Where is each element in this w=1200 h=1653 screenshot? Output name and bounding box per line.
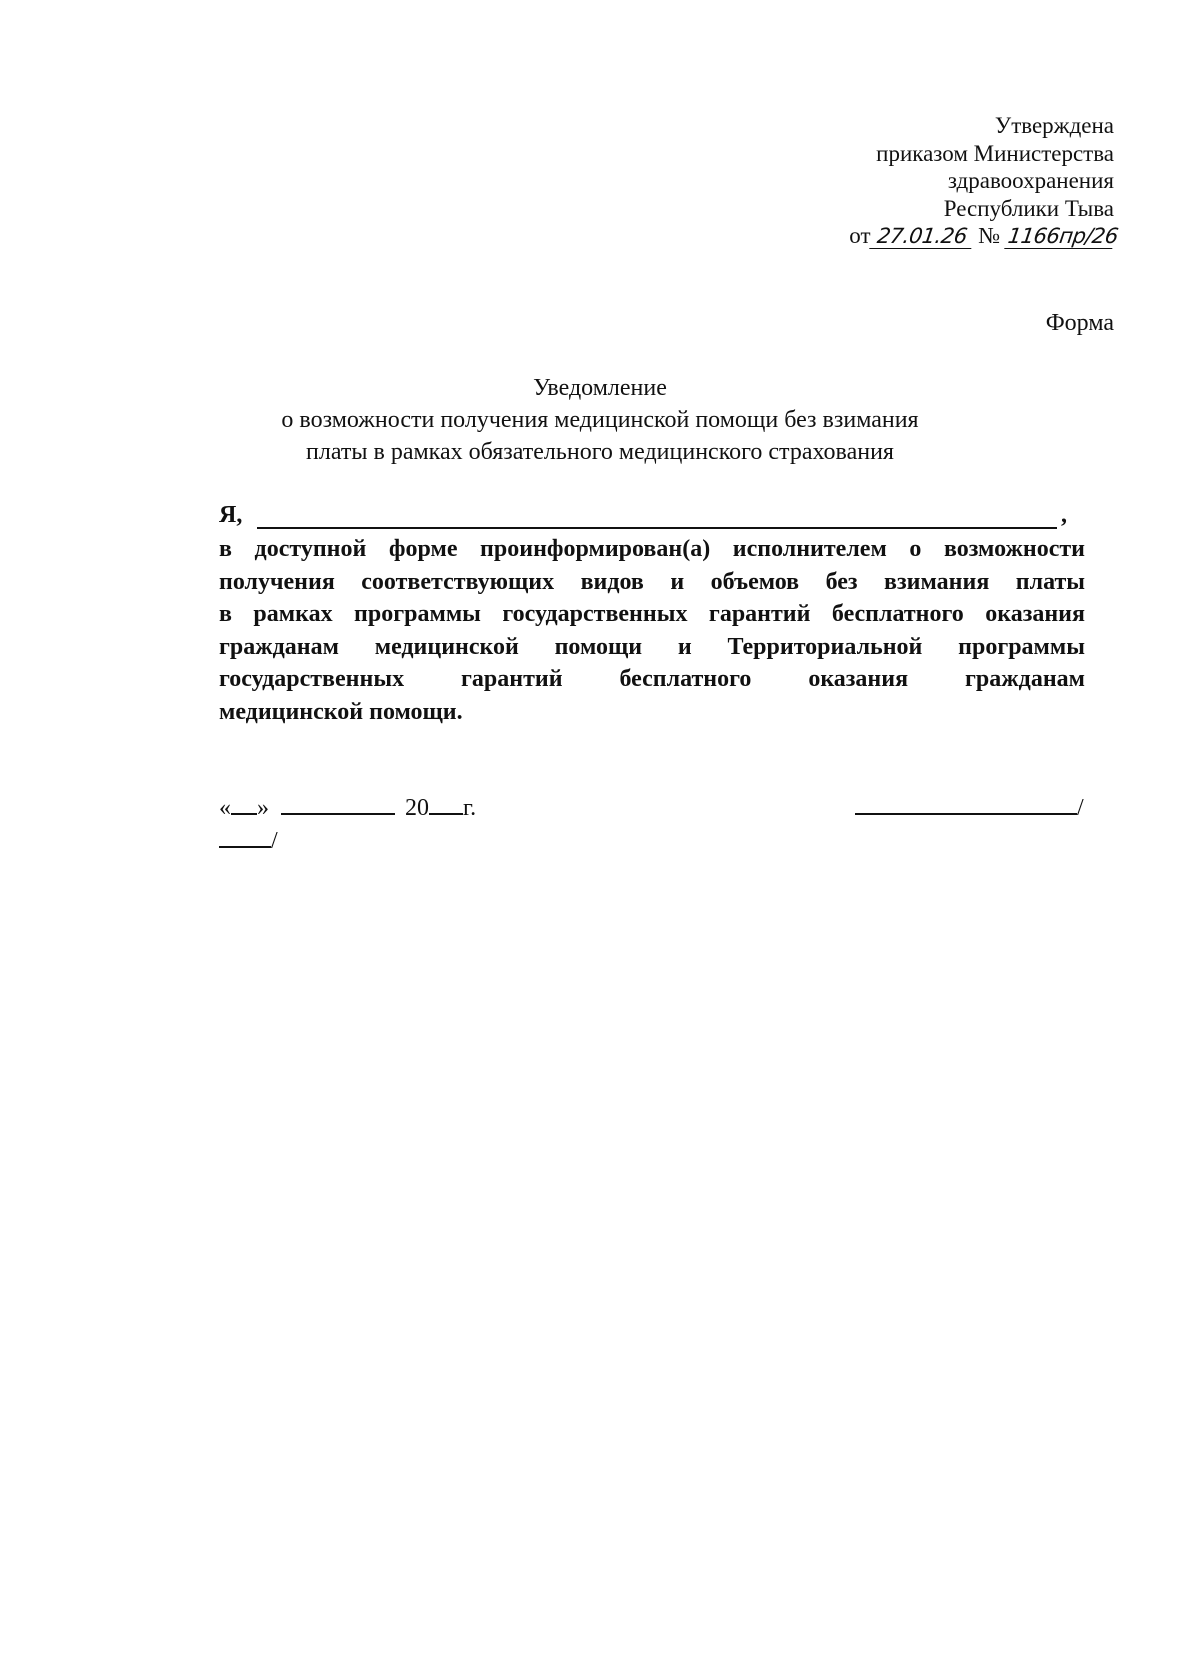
approval-line-republic: Республики Тыва [943,195,1114,221]
month-blank-field[interactable] [281,793,395,815]
year-suffix: г. [463,795,477,821]
year-blank-field[interactable] [429,793,463,815]
signature-slash: / [1077,795,1084,821]
body-line-6: медицинской помощи. [219,698,463,725]
body-line-3: в рамках программы государственных гарантий бесплатного оказания [219,601,1085,627]
date-close-quote: » [257,795,269,821]
order-number-handwritten: 1166пр/26 [1004,224,1116,249]
name-blank-field[interactable] [257,527,1057,529]
signature-row [855,793,1084,822]
name-decoding-row [219,826,278,855]
body-line-2: получения соответствующих видов и объемов без взимания платы [219,568,1085,595]
name-decoding-blank-field[interactable] [219,826,271,848]
year-prefix: 20 [405,795,429,821]
order-date-number-line [849,222,1120,250]
approval-line-order: приказом Министерства [876,140,1114,166]
approval-line-approved: Утверждена [994,113,1114,138]
approval-block [849,112,1120,250]
body-paragraph [219,533,1085,728]
signature-blank-field[interactable] [855,793,1077,815]
form-label: Форма [1045,310,1114,336]
body-line-4: гражданам медицинской помощи и Территориальной программы [219,633,1085,660]
name-decoding-slash: / [271,828,278,854]
approval-line-health: здравоохранения [947,168,1114,193]
title-line-3: платы в рамках обязательного медицинского страхования [306,439,894,465]
order-number-sign: № [978,223,1001,248]
order-date-handwritten: 27.01.26 [869,224,975,249]
title-line-1: Уведомление [533,375,667,401]
ya-label: Я, [219,502,243,528]
title-line-2: о возможности получения медицинской помощи без взимания [281,407,919,433]
order-date-prefix: от [849,223,871,248]
name-comma: , [1061,502,1067,528]
name-field-line [219,502,1079,532]
date-open-quote: « [219,795,231,821]
day-blank-field[interactable] [231,793,257,815]
date-field-row [219,793,476,822]
body-line-5: государственных гарантий бесплатного оказания гражданам [219,666,1085,692]
body-line-1: в доступной форме проинформирован(а) исполнителем о возможности [219,536,1085,562]
document-title [0,372,1200,468]
